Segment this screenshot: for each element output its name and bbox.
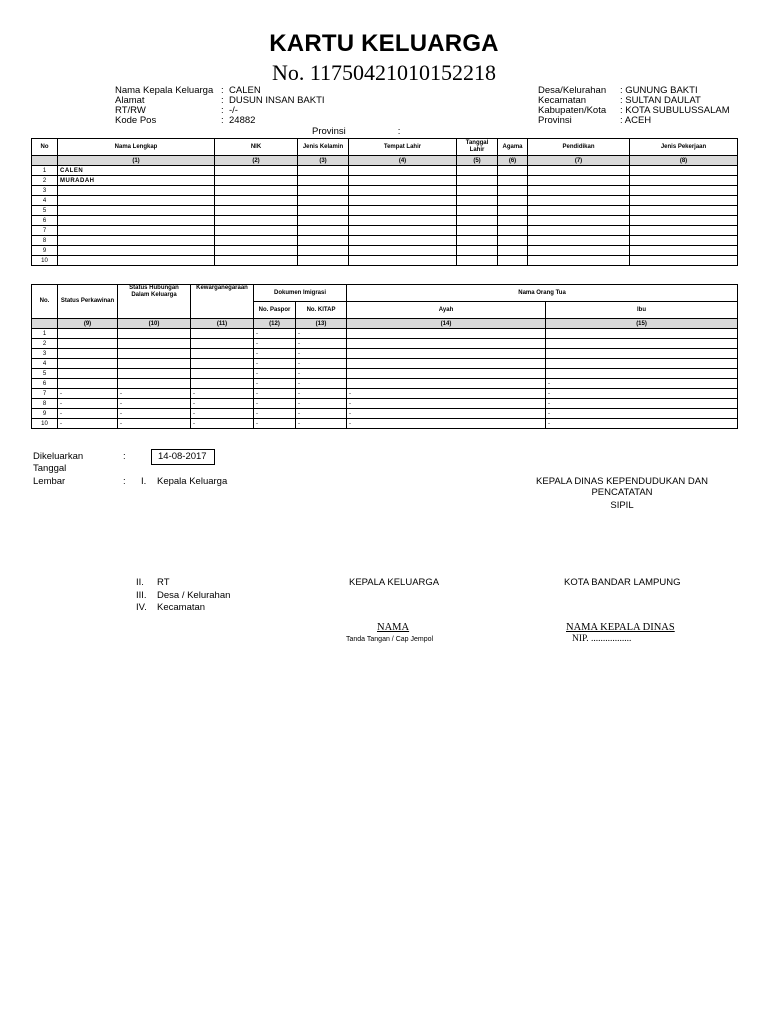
table-cell: - <box>296 369 347 379</box>
index-cell <box>32 319 58 329</box>
row-number: 10 <box>32 419 58 429</box>
table-row <box>32 329 738 339</box>
header-jenis-kelamin: Jenis Kelamin <box>298 139 349 156</box>
table-cell: - <box>254 369 296 379</box>
table-cell: - <box>296 349 347 359</box>
table-cell <box>298 256 349 266</box>
table-cell <box>528 256 630 266</box>
table-cell <box>58 226 215 236</box>
table-cell <box>58 246 215 256</box>
table-cell <box>546 339 738 349</box>
row-number: 1 <box>32 166 58 176</box>
table-cell <box>528 206 630 216</box>
header-no-paspor: No. Paspor <box>254 302 296 319</box>
document-title: KARTU KELUARGA <box>269 30 499 57</box>
table-row <box>32 196 738 206</box>
header-tempat-lahir: Tempat Lahir <box>349 139 457 156</box>
table-cell <box>58 329 118 339</box>
index-cell: (9) <box>58 319 118 329</box>
table-cell <box>546 369 738 379</box>
nip: NIP. ................. <box>572 634 632 644</box>
table-cell <box>191 369 254 379</box>
table-cell: - <box>296 329 347 339</box>
index-row <box>32 156 738 166</box>
table-row <box>32 419 738 429</box>
table-row <box>32 339 738 349</box>
info-label: Kecamatan <box>538 95 587 106</box>
header-ayah: Ayah <box>347 302 546 319</box>
row-number: 9 <box>32 409 58 419</box>
info-left: Nama Kepala Keluarga : CALEN Alamat : DUSUN INSAN BAKTI RT/RW : -/- Kode Pos : 24882 <box>115 85 325 126</box>
table-cell <box>349 186 457 196</box>
table-cell: - <box>254 379 296 389</box>
table-cell: - <box>296 339 347 349</box>
table-cell <box>347 339 546 349</box>
colon: : <box>123 451 126 462</box>
table-cell: - <box>118 419 191 429</box>
table-cell: - <box>58 399 118 409</box>
header-no-kitap: No. KITAP <box>296 302 347 319</box>
table-cell <box>215 246 298 256</box>
table-cell <box>347 349 546 359</box>
table-cell <box>215 216 298 226</box>
table-cell <box>347 369 546 379</box>
table-cell: - <box>191 419 254 429</box>
table-row <box>32 206 738 216</box>
table-row <box>32 176 738 186</box>
table-cell <box>298 236 349 246</box>
table-cell <box>215 206 298 216</box>
table-cell <box>498 166 528 176</box>
table-row <box>32 359 738 369</box>
info-right <box>538 86 758 126</box>
table-cell: - <box>347 389 546 399</box>
table-cell <box>118 379 191 389</box>
table-cell <box>457 246 498 256</box>
table-cell <box>58 369 118 379</box>
kota-name: KOTA BANDAR LAMPUNG <box>564 577 681 588</box>
table-cell <box>298 226 349 236</box>
table-cell <box>215 256 298 266</box>
table-cell <box>347 379 546 389</box>
table-cell: - <box>118 409 191 419</box>
table-cell <box>298 196 349 206</box>
table-cell <box>215 176 298 186</box>
table-row <box>32 409 738 419</box>
lembar-label: Lembar <box>33 476 66 487</box>
table-cell: - <box>296 409 347 419</box>
table-cell <box>215 196 298 206</box>
index-row <box>32 319 738 329</box>
info-value: CALEN <box>229 85 261 96</box>
signature-caption: Tanda Tangan / Cap Jempol <box>346 636 434 643</box>
header-no: No. <box>32 285 58 319</box>
table-cell <box>215 186 298 196</box>
index-cell: (13) <box>296 319 347 329</box>
table-cell: - <box>254 339 296 349</box>
index-cell: (8) <box>630 156 738 166</box>
table-cell <box>58 359 118 369</box>
row-number: 10 <box>32 256 58 266</box>
row-number: 9 <box>32 246 58 256</box>
info-value: -/- <box>229 105 238 116</box>
table-cell: - <box>296 399 347 409</box>
table-cell <box>630 226 738 236</box>
table-cell <box>58 206 215 216</box>
nama-signature: NAMA <box>377 622 410 633</box>
table-row <box>32 236 738 246</box>
table-cell <box>191 349 254 359</box>
info-value: : ACEH <box>620 115 652 126</box>
table-cell <box>118 359 191 369</box>
table-cell <box>457 216 498 226</box>
header-status-perkawinan: Status Perkawinan <box>58 285 118 319</box>
table-cell: - <box>296 379 347 389</box>
table-cell: - <box>296 359 347 369</box>
index-cell: (12) <box>254 319 296 329</box>
kepala-keluarga-title: KEPALA KELUARGA <box>349 577 440 588</box>
table-cell <box>349 226 457 236</box>
nama-kepala-dinas: NAMA KEPALA DINAS <box>566 622 675 633</box>
header-nama-lengkap: Nama Lengkap <box>58 139 215 156</box>
table-cell <box>58 216 215 226</box>
row-number: 1 <box>32 329 58 339</box>
row-number: 3 <box>32 186 58 196</box>
table-cell <box>349 236 457 246</box>
table-cell <box>457 206 498 216</box>
table-cell <box>528 246 630 256</box>
table-cell <box>191 329 254 339</box>
table-cell <box>215 236 298 246</box>
table-cell <box>630 216 738 226</box>
table-cell <box>528 226 630 236</box>
table-cell <box>191 379 254 389</box>
header-agama: Agama <box>498 139 528 156</box>
table-cell <box>457 256 498 266</box>
kepala-dinas-title: KEPALA DINAS KEPENDUDUKAN DAN PENCATATAN SIPIL <box>536 476 708 511</box>
table-row <box>32 186 738 196</box>
table-row <box>32 349 738 359</box>
table-cell: - <box>191 389 254 399</box>
table-cell <box>498 226 528 236</box>
lembar-num: III. <box>136 590 147 601</box>
colon: : <box>123 476 126 487</box>
lembar-item: Kepala Keluarga <box>157 476 228 487</box>
table-cell: - <box>254 399 296 409</box>
table-cell <box>58 256 215 266</box>
index-cell: (14) <box>347 319 546 329</box>
info-value: : KOTA SUBULUSSALAM <box>620 105 730 116</box>
table-cell: - <box>347 399 546 409</box>
table-cell <box>58 186 215 196</box>
table-row <box>32 389 738 399</box>
index-cell: (10) <box>118 319 191 329</box>
table-cell <box>298 206 349 216</box>
row-number: 8 <box>32 236 58 246</box>
table-row <box>32 226 738 236</box>
row-number: 7 <box>32 226 58 236</box>
document-number: No. 11750421010152218 <box>271 60 497 85</box>
index-cell: (1) <box>58 156 215 166</box>
row-number: 2 <box>32 339 58 349</box>
header-nama-orang-tua: Nama Orang Tua <box>347 285 738 302</box>
table-cell: - <box>347 419 546 429</box>
table-cell <box>349 196 457 206</box>
table-cell <box>528 236 630 246</box>
lembar-num: I. <box>141 476 147 487</box>
table-cell <box>630 186 738 196</box>
tanggal-label: Tanggal <box>33 463 67 474</box>
table-cell <box>457 186 498 196</box>
table-cell <box>630 256 738 266</box>
table-cell <box>298 216 349 226</box>
table-cell <box>298 186 349 196</box>
row-number: 3 <box>32 349 58 359</box>
info-value: 24882 <box>229 115 256 126</box>
table-cell <box>630 166 738 176</box>
header-nik: NIK <box>215 139 298 156</box>
info-label: Kode Pos <box>115 115 157 126</box>
row-number: 5 <box>32 369 58 379</box>
table-cell: - <box>546 409 738 419</box>
table-cell: - <box>58 389 118 399</box>
table-cell <box>215 226 298 236</box>
table-row <box>32 166 738 176</box>
table-cell <box>349 256 457 266</box>
table-cell <box>58 379 118 389</box>
provinsi-label: Provinsi : <box>312 126 401 137</box>
header-kewarganegaraan: Kewarganegaraan <box>191 285 254 319</box>
row-number: 5 <box>32 206 58 216</box>
table-cell <box>528 186 630 196</box>
table-cell: - <box>254 419 296 429</box>
table-cell: - <box>118 399 191 409</box>
table-cell <box>349 166 457 176</box>
table-cell <box>118 339 191 349</box>
table-cell <box>58 339 118 349</box>
table-cell <box>630 236 738 246</box>
table-cell <box>546 349 738 359</box>
lembar-item: Desa / Kelurahan <box>157 590 231 601</box>
table-cell: - <box>546 419 738 429</box>
table-cell <box>215 166 298 176</box>
lembar-num: IV. <box>136 602 147 613</box>
index-cell: (7) <box>528 156 630 166</box>
table-cell <box>118 329 191 339</box>
table-row <box>32 379 738 389</box>
table-row <box>32 369 738 379</box>
info-value: : SULTAN DAULAT <box>620 95 701 106</box>
row-number: 4 <box>32 196 58 206</box>
lembar-num: II. <box>136 577 144 588</box>
table-cell <box>528 176 630 186</box>
table-cell: - <box>254 329 296 339</box>
lembar-item: Kecamatan <box>157 602 206 613</box>
table-cell: - <box>296 389 347 399</box>
info-label: Nama Kepala Keluarga <box>115 85 214 96</box>
table-cell <box>498 216 528 226</box>
family-status-table <box>31 284 738 429</box>
table-cell: - <box>254 389 296 399</box>
table-cell <box>546 329 738 339</box>
table-cell <box>58 236 215 246</box>
table-cell <box>298 166 349 176</box>
table-cell: - <box>347 409 546 419</box>
table-cell: - <box>546 379 738 389</box>
index-cell: (11) <box>191 319 254 329</box>
header-ibu: Ibu <box>546 302 738 319</box>
table-cell <box>457 226 498 236</box>
table-cell: - <box>191 399 254 409</box>
table-cell <box>546 359 738 369</box>
table-cell <box>349 246 457 256</box>
info-label: Provinsi <box>538 115 572 126</box>
table-cell <box>118 349 191 359</box>
info-value: : GUNUNG BAKTI <box>620 85 698 96</box>
table-cell <box>298 176 349 186</box>
table-row <box>32 216 738 226</box>
row-number: 7 <box>32 389 58 399</box>
table-cell: - <box>546 399 738 409</box>
table-row <box>32 256 738 266</box>
row-number: 6 <box>32 379 58 389</box>
table-cell <box>457 196 498 206</box>
table-cell: - <box>254 359 296 369</box>
row-number: 4 <box>32 359 58 369</box>
table-cell <box>498 256 528 266</box>
table-cell <box>498 176 528 186</box>
table-cell <box>528 166 630 176</box>
index-cell: (6) <box>498 156 528 166</box>
table-cell <box>457 236 498 246</box>
issue-date: 14-08-2017 <box>151 449 215 465</box>
table-cell <box>630 246 738 256</box>
table-cell: - <box>58 419 118 429</box>
table-cell: - <box>58 409 118 419</box>
table-cell: - <box>296 419 347 429</box>
table-cell <box>349 176 457 186</box>
table-cell: CALEN <box>58 166 215 176</box>
table-cell <box>498 196 528 206</box>
info-label: Alamat <box>115 95 145 106</box>
index-cell <box>32 156 58 166</box>
row-number: 2 <box>32 176 58 186</box>
row-number: 6 <box>32 216 58 226</box>
table-cell: - <box>546 389 738 399</box>
header-no: No <box>32 139 58 156</box>
table-cell <box>298 246 349 256</box>
table-cell <box>191 359 254 369</box>
dikeluarkan-label: Dikeluarkan <box>33 451 84 462</box>
table-cell <box>498 186 528 196</box>
table-cell <box>630 196 738 206</box>
index-cell: (2) <box>215 156 298 166</box>
table-cell <box>349 216 457 226</box>
table-cell <box>498 206 528 216</box>
header-dokumen-imigrasi: Dokumen Imigrasi <box>254 285 347 302</box>
table-cell <box>58 349 118 359</box>
table-cell <box>191 339 254 349</box>
table-cell: - <box>191 409 254 419</box>
table-row <box>32 399 738 409</box>
table-cell <box>58 196 215 206</box>
table-cell <box>347 329 546 339</box>
header-tanggal-lahir: Tanggal Lahir <box>457 139 498 156</box>
table-cell <box>630 176 738 186</box>
table-cell <box>630 206 738 216</box>
info-label: Desa/Kelurahan <box>538 85 607 96</box>
table-cell <box>528 196 630 206</box>
table-cell <box>498 236 528 246</box>
table-cell <box>347 359 546 369</box>
index-cell: (15) <box>546 319 738 329</box>
header-pendidikan: Pendidikan <box>528 139 630 156</box>
header-jenis-pekerjaan: Jenis Pekerjaan <box>630 139 738 156</box>
table-row <box>32 246 738 256</box>
row-number: 8 <box>32 399 58 409</box>
table-cell <box>349 206 457 216</box>
table-cell: MURADAH <box>58 176 215 186</box>
table-cell <box>457 166 498 176</box>
index-cell: (3) <box>298 156 349 166</box>
index-cell: (5) <box>457 156 498 166</box>
family-members-table <box>31 138 738 266</box>
table-cell: - <box>254 349 296 359</box>
info-label: Kabupaten/Kota <box>538 105 607 116</box>
header-status-hubungan: Status Hubungan Dalam Keluarga <box>118 285 191 319</box>
table-cell: - <box>254 409 296 419</box>
table-cell: - <box>118 389 191 399</box>
info-label: RT/RW <box>115 105 146 116</box>
table-cell <box>498 246 528 256</box>
index-cell: (4) <box>349 156 457 166</box>
info-value: DUSUN INSAN BAKTI <box>229 95 325 106</box>
table-cell <box>118 369 191 379</box>
table-cell <box>457 176 498 186</box>
table-cell <box>528 216 630 226</box>
lembar-item: RT <box>157 577 170 588</box>
